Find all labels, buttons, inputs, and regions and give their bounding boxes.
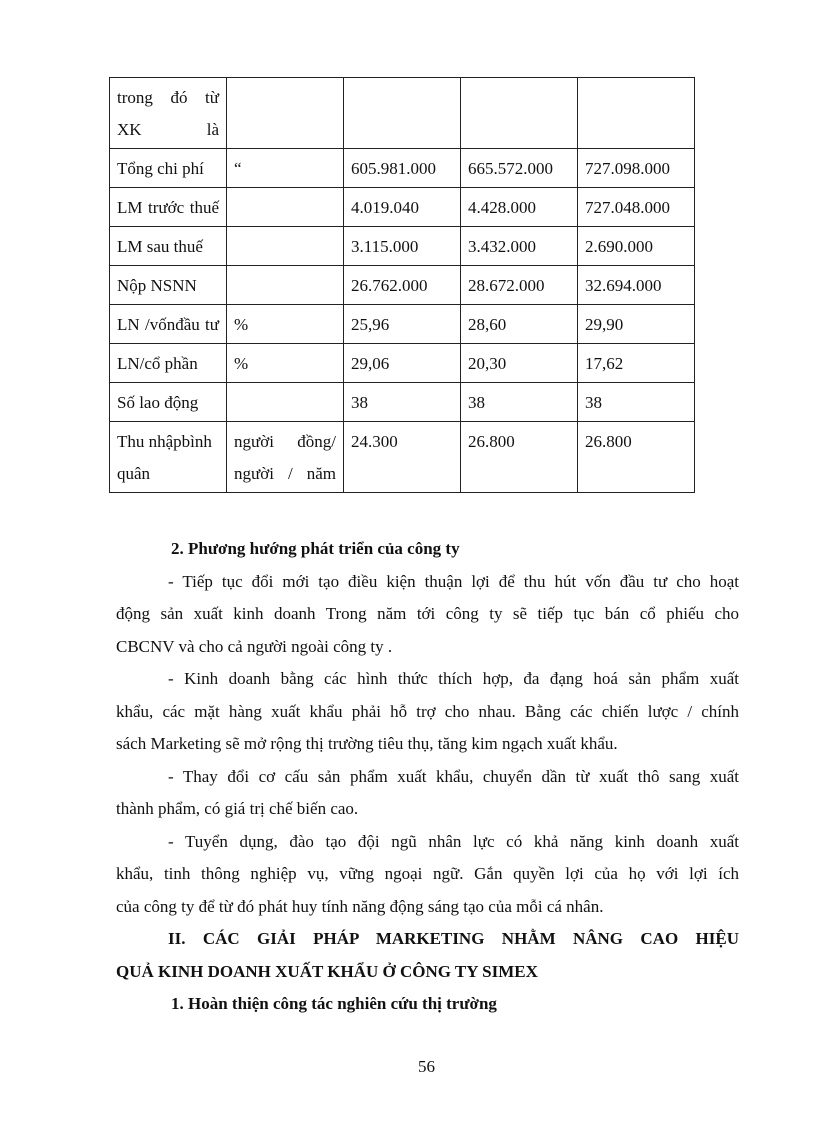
table-cell: 727.048.000 <box>578 188 695 227</box>
table-cell: 4.428.000 <box>461 188 578 227</box>
table-cell <box>227 227 344 266</box>
paragraph-line: - Kinh doanh bằng các hình thức thích hợp, đa đạng hoá sản phẩm xuất <box>168 669 739 688</box>
paragraph-line: của công ty để từ đó phát huy tính năng động sáng tạo của mỗi cá nhân. <box>116 896 604 916</box>
table-cell: 17,62 <box>578 344 695 383</box>
table-cell: “ <box>227 149 344 188</box>
table-cell: 38 <box>461 383 578 422</box>
table-cell: 727.098.000 <box>578 149 695 188</box>
table-row <box>110 305 695 344</box>
chapter-heading: QUẢ KINH DOANH XUẤT KHẨU Ở CÔNG TY SIMEX <box>116 961 538 981</box>
table-cell: 20,30 <box>461 344 578 383</box>
table-cell: 605.981.000 <box>344 149 461 188</box>
table-row <box>110 383 695 422</box>
paragraph-line: thành phẩm, có giá trị chế biến cao. <box>116 799 359 818</box>
table-row <box>110 344 695 383</box>
table-cell: 29,90 <box>578 305 695 344</box>
table-cell: 38 <box>344 383 461 422</box>
table-cell: LN /vốnđầu tư <box>110 305 227 344</box>
table-row <box>110 149 695 188</box>
paragraph-line: - Tiếp tục đổi mới tạo điều kiện thuận lợi để thu hút vốn đầu tư cho hoạt <box>168 571 739 591</box>
table-cell: 3.115.000 <box>344 227 461 266</box>
paragraph-line: khẩu, tinh thông nghiệp vụ, vững ngoại ngữ. Gắn quyền lợi của họ với lợi ích <box>116 864 739 883</box>
table-row <box>110 188 695 227</box>
table-cell <box>461 78 578 149</box>
table-row <box>110 227 695 266</box>
paragraph-line: sách Marketing sẽ mở rộng thị trường tiêu thụ, tăng kim ngạch xuất khẩu. <box>116 734 618 753</box>
table-cell: Tổng chi phí <box>110 149 227 188</box>
table-cell: người đồng/ người / năm <box>227 422 344 493</box>
paragraph-line: - Thay đổi cơ cấu sản phẩm xuất khẩu, chuyển dần từ xuất thô sang xuất <box>168 766 739 786</box>
table-cell: trong đó từ XK là <box>110 78 227 149</box>
table-cell <box>227 188 344 227</box>
paragraph-line: động sản xuất kinh doanh Trong năm tới công ty sẽ tiếp tục bán cổ phiếu cho <box>116 604 739 623</box>
table-cell: 3.432.000 <box>461 227 578 266</box>
table-cell <box>227 383 344 422</box>
table-cell: 26.762.000 <box>344 266 461 305</box>
subsection-heading: 1. Hoàn thiện công tác nghiên cứu thị trường <box>171 994 497 1013</box>
body-text <box>116 533 739 1021</box>
table-row <box>110 266 695 305</box>
section-heading: 2. Phương hướng phát triển của công ty <box>171 539 460 558</box>
table-row <box>110 422 695 493</box>
table-cell: 28,60 <box>461 305 578 344</box>
table-cell: Nộp NSNN <box>110 266 227 305</box>
table-cell: LM sau thuế <box>110 227 227 266</box>
table-cell <box>227 266 344 305</box>
table-cell <box>344 78 461 149</box>
table-cell: 665.572.000 <box>461 149 578 188</box>
table-cell: 24.300 <box>344 422 461 493</box>
paragraph-line: - Tuyển dụng, đào tạo đội ngũ nhân lực có khả năng kinh doanh xuất <box>168 831 739 851</box>
table-cell: 4.019.040 <box>344 188 461 227</box>
table-cell <box>578 78 695 149</box>
table-cell <box>227 78 344 149</box>
table-cell: Thu nhậpbình quân <box>110 422 227 493</box>
table-cell: 32.694.000 <box>578 266 695 305</box>
chapter-heading: II. CÁC GIẢI PHÁP MARKETING NHẰM NÂNG CAO HIỆU <box>168 929 739 948</box>
table-cell: 29,06 <box>344 344 461 383</box>
paragraph-line: CBCNV và cho cả người ngoài công ty . <box>116 636 393 656</box>
table-cell: LM trước thuế <box>110 188 227 227</box>
table-cell: 2.690.000 <box>578 227 695 266</box>
table-cell: 26.800 <box>578 422 695 493</box>
table-cell: 25,96 <box>344 305 461 344</box>
table-cell: Số lao động <box>110 383 227 422</box>
table-cell: % <box>227 344 344 383</box>
table-row <box>110 78 695 149</box>
financial-table <box>109 77 695 493</box>
page-number: 56 <box>418 1057 435 1076</box>
table-cell: 26.800 <box>461 422 578 493</box>
table-cell: 38 <box>578 383 695 422</box>
table-cell: % <box>227 305 344 344</box>
paragraph-line: khẩu, các mặt hàng xuất khẩu phải hỗ trợ cho nhau. Bằng các chiến lược / chính <box>116 701 739 721</box>
table-cell: LN/cổ phần <box>110 344 227 383</box>
table-cell: 28.672.000 <box>461 266 578 305</box>
